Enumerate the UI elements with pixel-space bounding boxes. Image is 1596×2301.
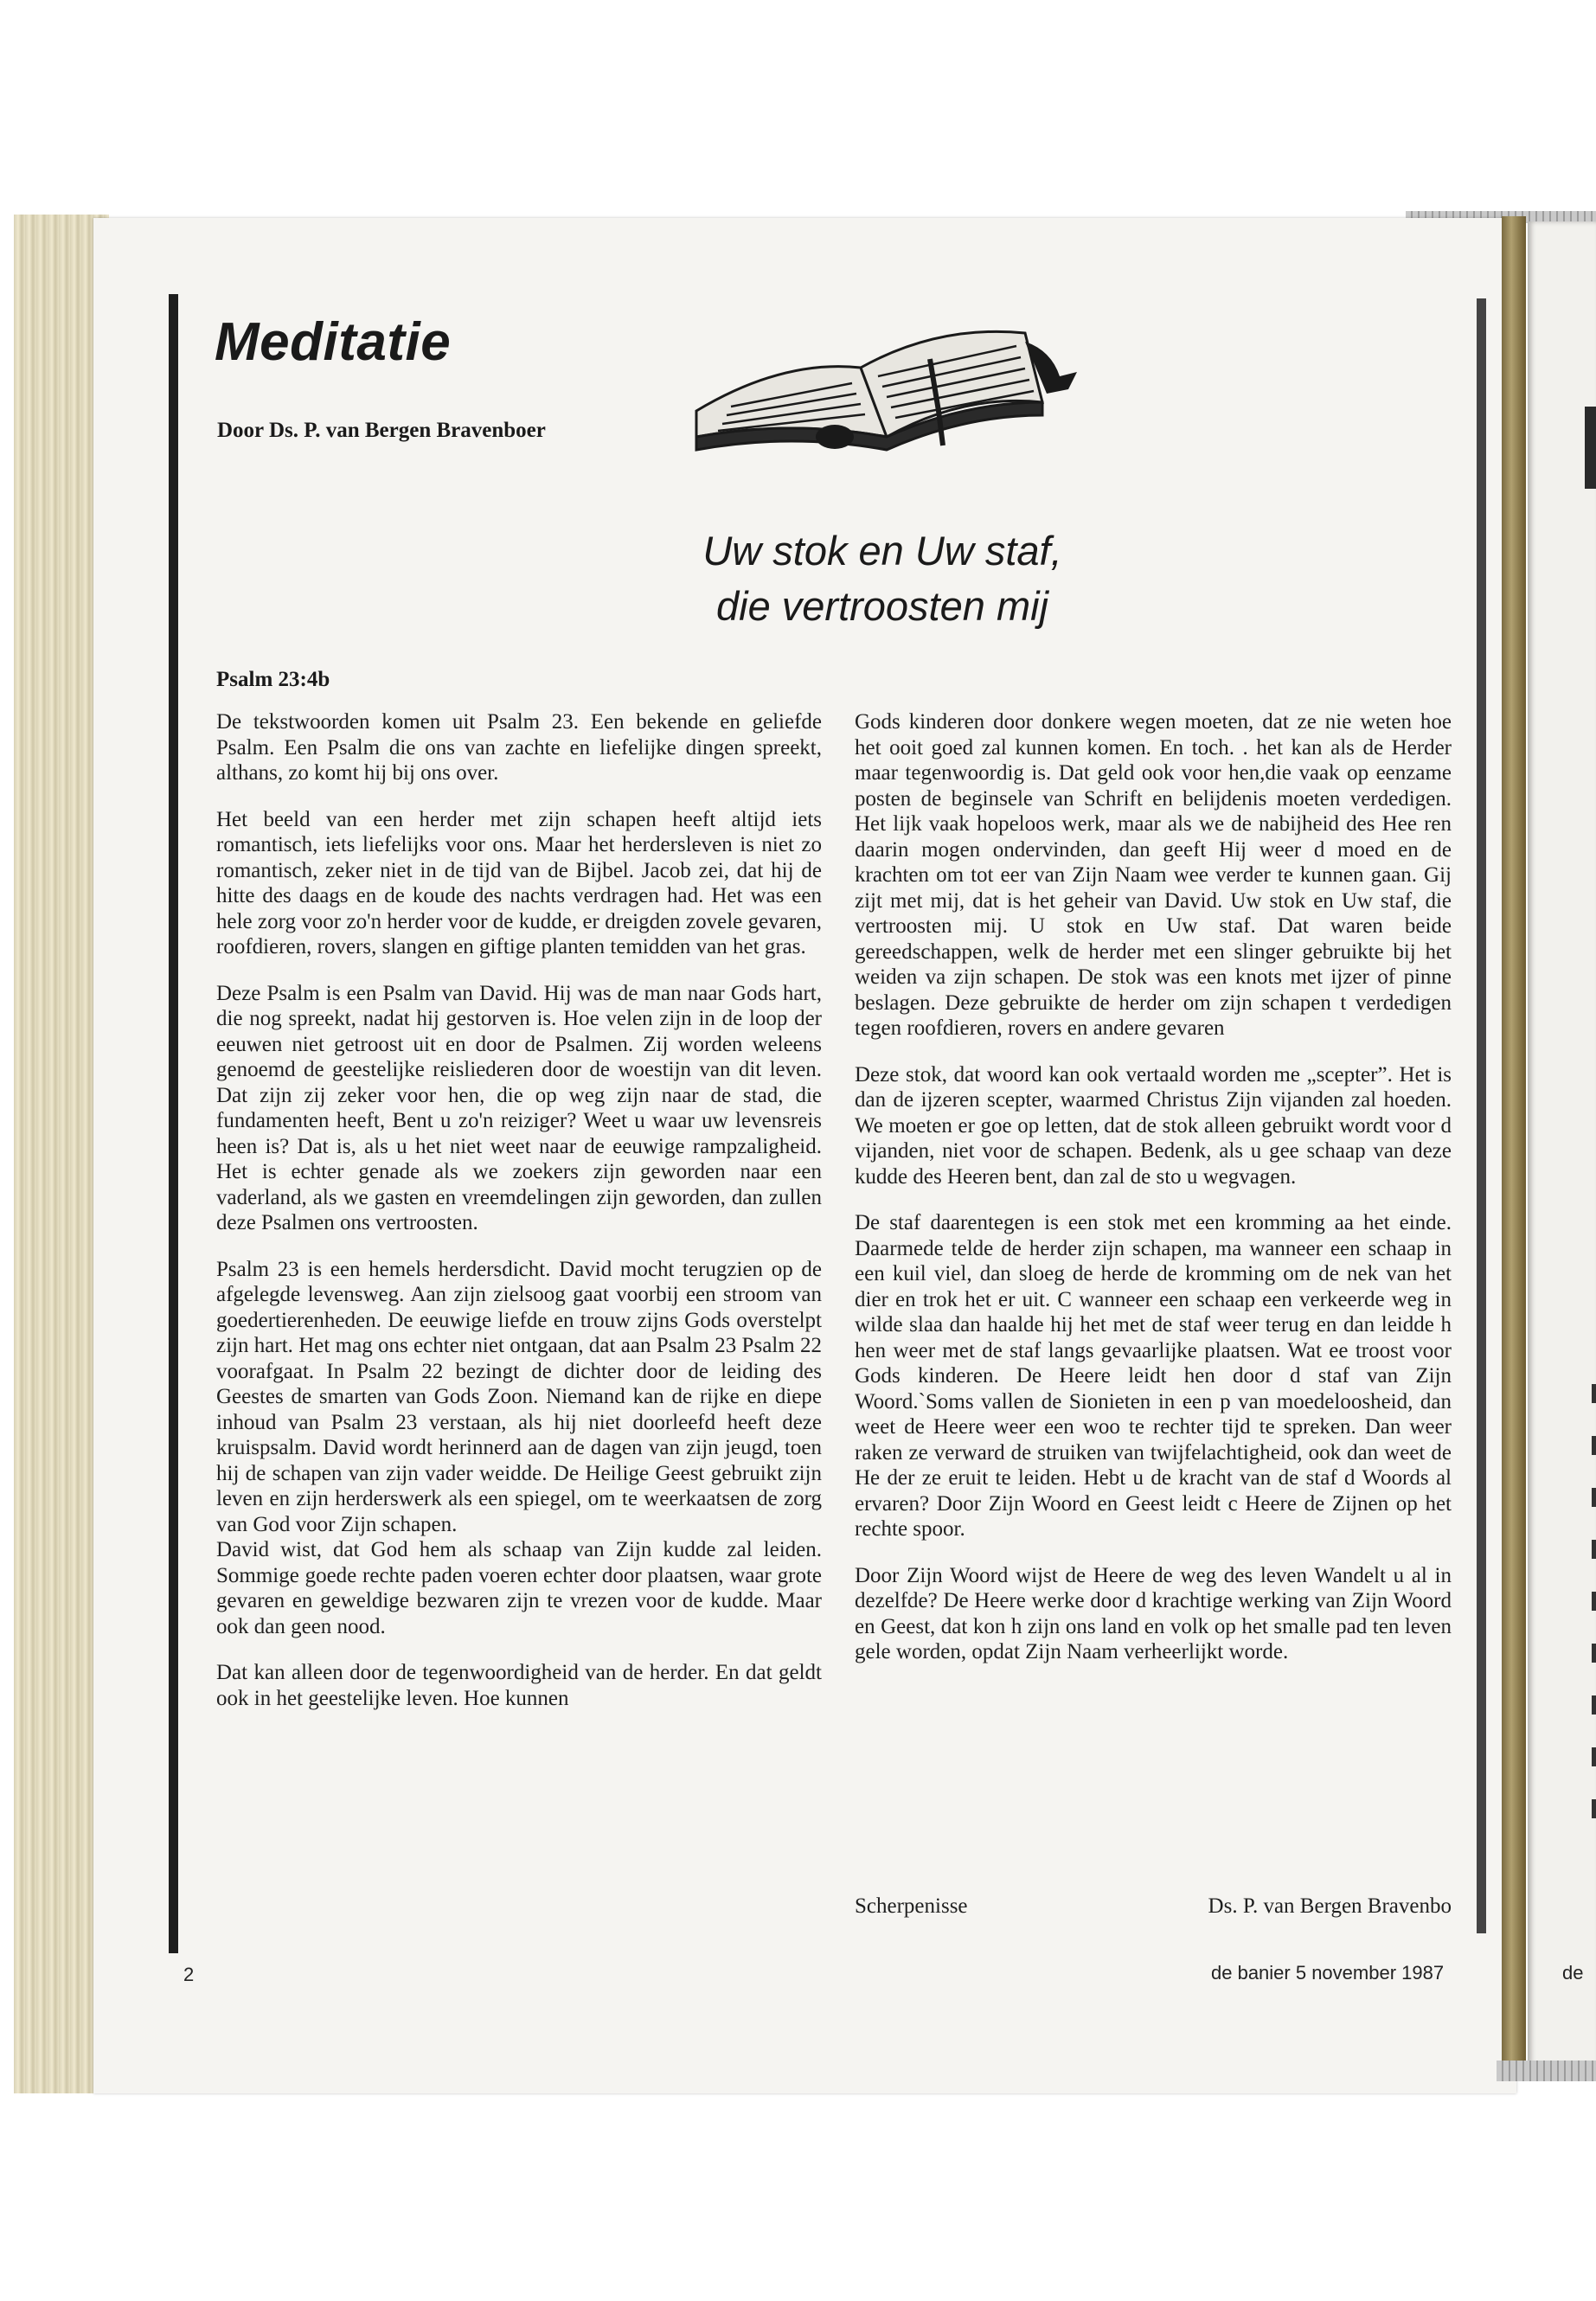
- page-title: Meditatie: [215, 312, 452, 372]
- paragraph: Gods kinderen door donkere wegen moeten, dat ze nie weten hoe het ooit goed zal kunnen komen. En toch. . het kan als de Herder maar tegenwoordig is. Dat geld ook voor hen,die vaak op eenzame posten de beginsele van Schrift en belijdenis moeten verdedigen. Het lijk vaak hopeloos werk, maar als we de nabijheid des Hee ren daarin mogen ondervinden, dan geeft Hij weer d moed en de krachten om tot eer van Zijn Naam wee verder te kunnen gaan. Gij zijt met mij, dat is het geheir van David. Uw stok en Uw staf, die vertroosten mij. U stok en Uw staf. Dat waren beide gereedschappen, welk de herder met een slinger gebruikte bij het weiden va zijn schapen. De stok was een knots met ijzer of pinne beslagen. Deze gebruikte de herder om zijn schapen t verdedigen tegen roofdieren, rovers en andere gevaren: [855, 710, 1452, 1040]
- subtitle-line-1: Uw stok en Uw staf,: [702, 528, 1062, 574]
- signature-author: Ds. P. van Bergen Bravenbo: [1208, 1894, 1452, 1918]
- next-page-edge: [1528, 221, 1596, 2067]
- book-spine: [1502, 216, 1526, 2072]
- paragraph: Door Zijn Woord wijst de Heere de weg des leven Wandelt u al in dezelfde? De Heere werke door d krachtige werking van Zijn Woord en Geest, dat kon h zijn ons land en volk op het smalle pad ten leven gele worden, opdat Zijn Naam verheerlijkt worde.: [855, 1563, 1452, 1663]
- paragraph: Psalm 23 is een hemels herdersdicht. David mocht terugzien op de afgelegde levensweg. Aan zijn zielsoog gaat voorbij een stroom van goedertierenheden. De eeuwige liefde en trouw zijns Gods overstelpt zijn hart. Het mag ons echter niet ontgaan, dat aan Psalm 23 Psalm 22 voorafgaat. In Psalm 22 bezingt de dichter door de leiding des Geestes de smarten van Gods Zoon. Niemand kan de rijke en diepe inhoud van Psalm 23 verstaan, als hij niet doorleefd heeft deze kruispsalm. David wordt herinnerd aan de dagen van zijn jeugd, toen hij de schapen van zijn vader weidde. De Heilige Geest gebruikt zijn leven en zijn herderswerk als een spiegel, om te weerkaatsen de zorg van God voor Zijn schapen.: [216, 1257, 822, 1536]
- paragraph: Dat kan alleen door de tegenwoordigheid van de herder. En dat geldt ook in het geestelijke leven. Hoe kunnen: [216, 1661, 822, 1710]
- paragraph: De tekstwoorden komen uit Psalm 23. Een bekende en geliefde Psalm. Een Psalm die ons van zachte en liefelijke dingen spreekt, althans, zo komt hij bij ons over.: [216, 710, 822, 785]
- signature-place: Scherpenisse: [855, 1894, 968, 1918]
- author-byline: Door Ds. P. van Bergen Bravenboer: [217, 419, 546, 442]
- page-number: 2: [183, 1964, 195, 1985]
- paragraph: Het beeld van een herder met zijn schapen heeft altijd iets romantisch, iets liefelijks voor ons. Maar het herdersleven is niet zo romantisch, zeker niet in de tijd van de Bijbel. Jacob zei, dat hij de hitte des daags en de koude des nachts verdragen had. Het was een hele zorg voor zo'n herder voor de kudde, er dreigden zovele gevaren, roofdieren, rovers, slangen en giftige planten temidden van het gras.: [216, 807, 822, 958]
- next-page-heading-fragment: [1585, 407, 1596, 489]
- right-rule: [1477, 298, 1486, 1933]
- paragraph: De staf daarentegen is een stok met een kromming aa het einde. Daarmede telde de herder zijn schapen, ma wanneer een schaap in een kuil viel, dan sloeg de herde de kromming om de nek van het dier en trok het er uit. C wanneer een schaap een verkeerde weg in wilde slaa dan haalde hij het met de staf weer terug en dan leidde h hen weer met de staf langs gevaarlijke plaatsen. Wat ee troost voor Gods kinderen. De Heere leidt hen door d staf van Zijn Woord.`Soms vallen de Sionieten in een p van moedeloosheid, dan weet de Heere weer een woo te rechter tijd te spreken. Dan weer raken ze verward de struiken van twijfelachtigheid, ook dan weet de He der ze eruit te leiden. Hebt u de kracht van de staf d Woords al ervaren? Door Zijn Woord en Geest leidt c Heere de Zijnen op het rechte spoor.: [855, 1211, 1452, 1541]
- paragraph: Deze Psalm is een Psalm van David. Hij was de man naar Gods hart, die nog spreekt, nadat hij gestorven is. Hoe velen zijn in de loop der eeuwen niet getroost uit en door de Psalmen. Zij worden weleens genoemd de geestelijke reisliederen door de woestijn van dit leven. Dat zijn zij zeker voor hen, die op weg zijn naar de stad, die fundamenten heeft, Bent u zo'n reiziger? Weet u waar uw levensreis heen is? Dat is, als u het niet weet naar de eeuwige rampzaligheid. Het is echter genade als we zoekers zijn geworden naar een vaderland, als we gasten en vreemdelingen zijn geworden, dan zullen deze Psalmen ons vertroosten.: [216, 981, 822, 1234]
- open-bible-icon: [679, 307, 1094, 454]
- paragraph: Deze stok, dat woord kan ook vertaald worden me „scepter”. Het is dan de ijzeren scepter, waarmed Christus Zijn vijanden zal hoeden. We moeten er goe op letten, dat de stok alleen gebruikt wordt voor d vijanden, niet voor de schapen. Bedenk, als u gee schaap van deze kudde des Heeren bent, dan zal de sto u wegvagen.: [855, 1062, 1452, 1189]
- article-subtitle: [606, 523, 1159, 634]
- scripture-reference: Psalm 23:4b: [216, 668, 330, 691]
- next-page-text-fragment: [1592, 1384, 1596, 1834]
- next-page-folio: de: [1562, 1962, 1584, 1984]
- signature: [855, 1894, 1452, 1919]
- binding-band-bottom: [1497, 2061, 1596, 2081]
- left-rule: [169, 294, 178, 1953]
- paragraph: David wist, dat God hem als schaap van Zijn kudde zal leiden. Sommige goede rechte paden voeren echter door plaatsen, waar grote gevaren en geweldige bezwaren zijn te vrezen voor de kudde. Maar ook dan geen nood.: [216, 1538, 822, 1638]
- right-column: [855, 709, 1452, 1686]
- subtitle-line-2: die vertroosten mij: [716, 583, 1048, 629]
- publication-footer: de banier 5 november 1987: [1211, 1962, 1445, 1984]
- left-column: [216, 709, 822, 1732]
